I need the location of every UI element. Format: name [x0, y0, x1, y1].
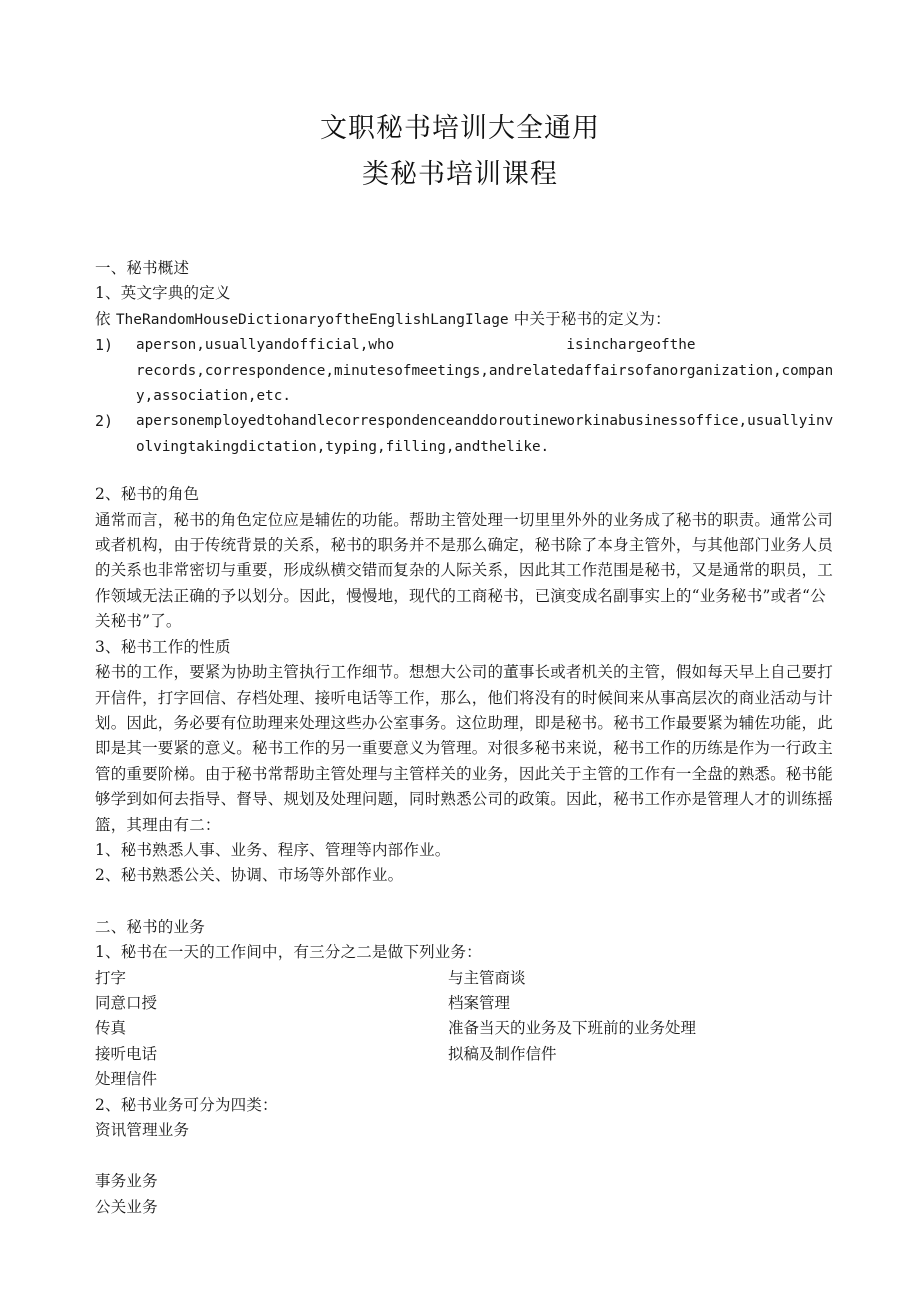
page-title-line-1: 文职秘书培训大全通用 [320, 113, 600, 144]
task-right: 与主管商谈 [448, 968, 526, 987]
subsection-heading-secretary-role: 2、秘书的角色 [95, 485, 200, 504]
business-category-item-1: 资讯管理业务 [95, 1121, 190, 1139]
dictionary-name: TheRandomHouseDictionaryoftheEnglishLangIlage [115, 311, 509, 328]
table-row [95, 991, 835, 1016]
reason-item-1: 1、秘书熟悉人事、业务、程序、管理等内部作业。 [95, 840, 451, 859]
task-left: 打字 [95, 968, 127, 987]
document-body [95, 256, 835, 1220]
business-category-item-2: 事务业务 [95, 1172, 158, 1191]
task-left: 传真 [95, 1019, 127, 1038]
table-row [95, 1067, 835, 1092]
task-left: 同意口授 [95, 993, 158, 1012]
list-marker: 2) [95, 412, 114, 431]
spacer [95, 460, 835, 482]
source-prefix: 依 [95, 309, 116, 328]
spacer [95, 1143, 835, 1169]
dictionary-source-line [95, 307, 835, 333]
task-left: 接听电话 [95, 1044, 158, 1063]
section-heading-business: 二、秘书的业务 [95, 917, 205, 936]
subsection-heading-dictionary-definition: 1、英文字典的定义 [95, 284, 231, 303]
task-left: 处理信件 [95, 1070, 158, 1089]
business-category-item-3: 公关业务 [95, 1197, 158, 1216]
list-item [95, 333, 835, 409]
subsection-heading-business-categories: 2、秘书业务可分为四类： [95, 1095, 278, 1114]
paragraph-work-nature: 秘书的工作，要紧为协助主管执行工作细节。想想大公司的董事长或者机关的主管，假如每天早上自己要打开信件，打字回信、存档处理、接听电话等工作，那么，他们将没有的时候间来从事高层次的商业活动与计划。因此，务必要有位助理来处理这些办公室事务。这位助理，即是秘书。秘书工作最要紧为辅佐功能，此即是其一要紧的意义。秘书工作的另一重要意义为管理。对很多秘书来说，秘书工作的历练是作为一行政主管的重要阶梯。由于秘书常帮助主管处理与主管样关的业务，因此关于主管的工作有一全盘的熟悉。秘书能够学到如何去指导、督导、规划及处理问题，同时熟悉公司的政策。因此，秘书工作亦是管理人才的训练摇篮，其理由有二： [95, 663, 833, 834]
english-definition-list [95, 333, 835, 460]
list-item-text: aperson,usuallyandofficial,who isinchargeofthe records,correspondence,minutesofmeetings,andrelatedaffairsofanorganization,company,association,etc. [136, 337, 834, 405]
task-right: 档案管理 [448, 993, 511, 1012]
section-heading-overview: 一、秘书概述 [95, 259, 190, 277]
reason-item-2: 2、秘书熟悉公关、协调、市场等外部作业。 [95, 866, 404, 885]
list-item-text: apersonemployedtohandlecorrespondenceanddoroutineworkinabusinessoffice,usuallyinvolvingtakingdictation,typing,filling,andthelike. [136, 413, 834, 455]
subsection-heading-work-nature: 3、秘书工作的性质 [95, 637, 231, 656]
task-right: 拟稿及制作信件 [448, 1044, 557, 1063]
page-title-line-2: 类秘书培训课程 [362, 159, 558, 190]
table-row [95, 1042, 835, 1067]
list-marker: 1) [95, 336, 114, 355]
subsection-heading-daily-tasks: 1、秘书在一天的工作间中，有三分之二是做下列业务： [95, 943, 482, 962]
list-item [95, 409, 835, 460]
paragraph-secretary-role: 通常而言，秘书的角色定位应是辅佐的功能。帮助主管处理一切里里外外的业务成了秘书的职责。通常公司或者机构，由于传统背景的关系，秘书的职务并不是那么确定，秘书除了本身主管外，与其他部门业务人员的关系也非常密切与重要，形成纵横交错而复杂的人际关系，因此其工作范围是秘书，又是通常的职员，工作领域无法正确的予以划分。因此，慢慢地，现代的工商秘书，已演变成名副事实上的“业务秘书”或者“公关秘书”了。 [95, 510, 833, 631]
table-row [95, 1016, 835, 1041]
task-right [448, 1067, 835, 1092]
source-suffix: 中关于秘书的定义为： [508, 309, 671, 328]
table-row [95, 966, 835, 991]
document-title-block [0, 106, 920, 198]
spacer [95, 889, 835, 915]
task-right: 准备当天的业务及下班前的业务处理 [448, 1019, 697, 1038]
daily-task-two-column-list [95, 966, 835, 1093]
